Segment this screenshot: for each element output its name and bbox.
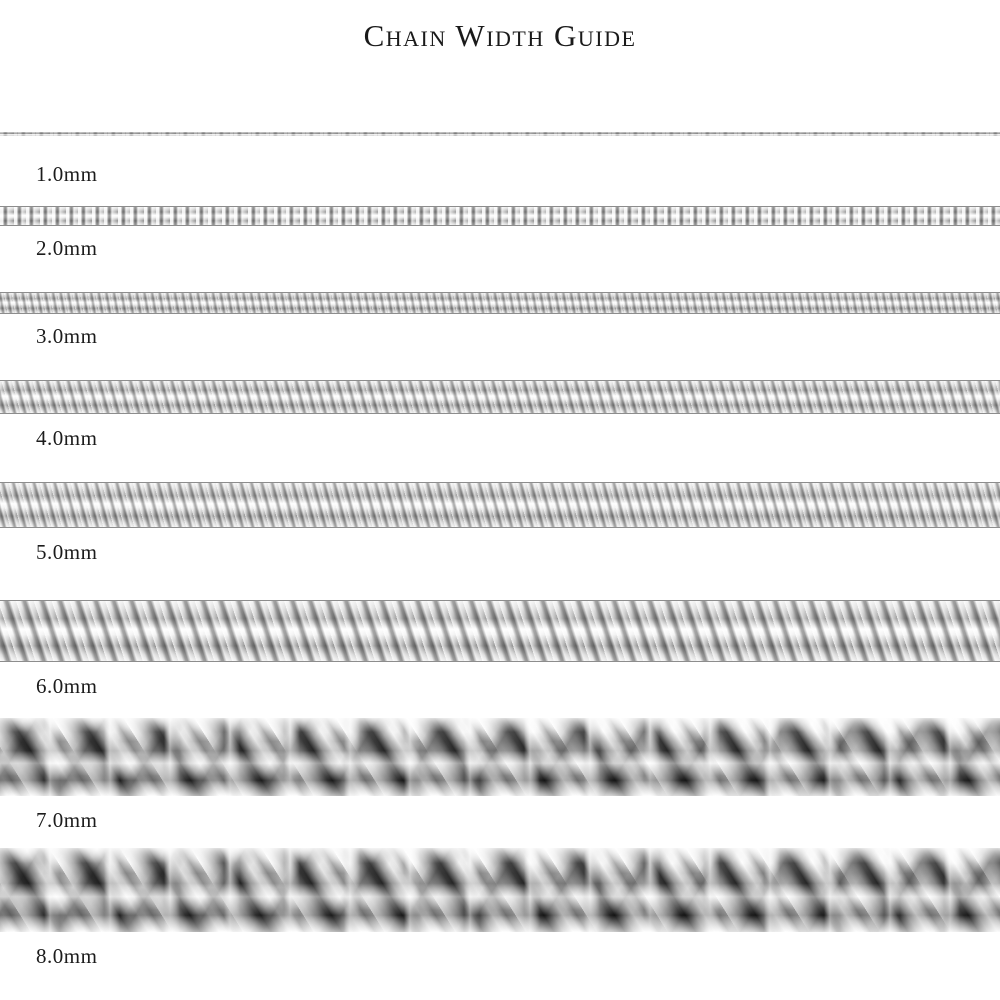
chain-label-8: 8.0mm <box>36 944 98 968</box>
chain-label-3: 3.0mm <box>36 324 98 348</box>
chain-strand-8 <box>0 848 1000 932</box>
chain-row-2 <box>0 200 1000 276</box>
chain-strand-1 <box>0 132 1000 136</box>
chain-label-4: 4.0mm <box>36 426 98 450</box>
chain-label-2: 2.0mm <box>36 236 98 260</box>
chain-row-5 <box>0 480 1000 576</box>
chain-row-7 <box>0 718 1000 836</box>
chain-label-6: 6.0mm <box>36 674 98 698</box>
chain-row-3 <box>0 290 1000 370</box>
chain-label-1: 1.0mm <box>36 162 98 186</box>
chain-label-5: 5.0mm <box>36 540 98 564</box>
chain-strand-5 <box>0 482 1000 528</box>
chain-row-1 <box>0 120 1000 190</box>
chain-strand-3 <box>0 292 1000 314</box>
chain-strand-6 <box>0 600 1000 662</box>
chain-row-6 <box>0 598 1000 706</box>
chain-strand-7 <box>0 718 1000 796</box>
chain-strand-2 <box>0 206 1000 226</box>
chain-row-8 <box>0 848 1000 978</box>
chain-strand-4 <box>0 380 1000 414</box>
page-title: Chain Width Guide <box>363 18 637 53</box>
chain-label-7: 7.0mm <box>36 808 98 832</box>
chain-row-4 <box>0 378 1000 464</box>
